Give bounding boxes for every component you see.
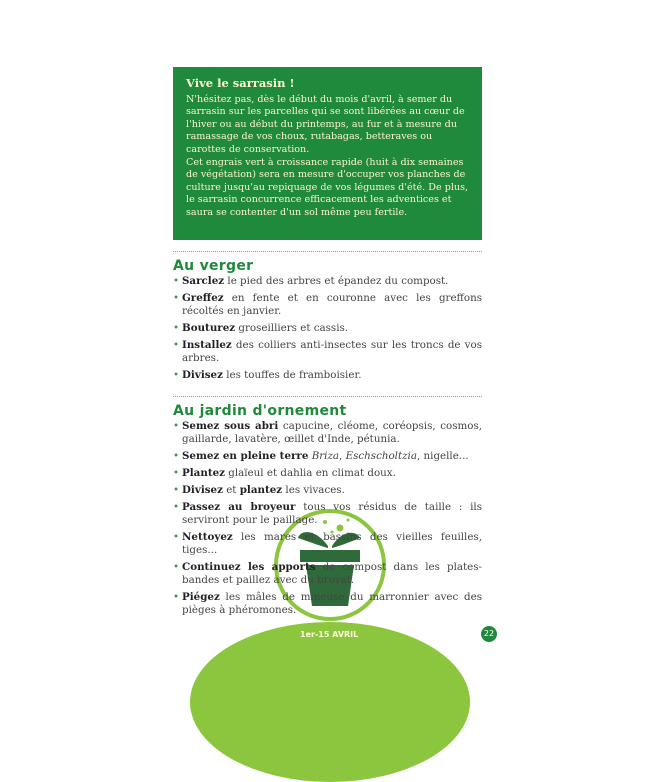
task-text: le pied des arbres et épandez du compost. xyxy=(224,275,449,287)
section-title: Au jardin d'ornement xyxy=(173,403,347,419)
task-verb: Passez au broyeur xyxy=(182,501,296,513)
task-list xyxy=(173,420,482,617)
task-text: tous vos résidus de taille : ils serviront pour le paillage. xyxy=(182,501,482,526)
task-verb: Divisez xyxy=(182,369,223,381)
task-list xyxy=(173,275,482,382)
task-text: groseilliers et cassis. xyxy=(235,322,349,334)
task-text: glaïeul et dahlia en climat doux. xyxy=(224,467,396,479)
task-text: Briza xyxy=(311,450,340,462)
task-text: les touffes de framboisier. xyxy=(222,369,362,381)
list-item xyxy=(173,339,482,365)
footer-dates: 1er-15 AVRIL xyxy=(300,630,359,639)
list-item xyxy=(173,484,482,497)
task-text: les mares et bassins des vieilles feuilles, tiges... xyxy=(182,531,482,556)
task-verb: Continuez les apports xyxy=(182,561,316,573)
task-verb: Semez en pleine terre xyxy=(182,450,309,462)
task-text: en fente et en couronne avec les greffons récoltés en janvier. xyxy=(182,292,482,317)
divider xyxy=(173,396,482,397)
task-text: les vivaces. xyxy=(282,484,345,496)
section-ornement xyxy=(173,396,482,621)
list-item xyxy=(173,531,482,557)
list-item xyxy=(173,561,482,587)
task-text: de compost dans les plates-bandes et paillez avec du broyat. xyxy=(182,561,482,586)
task-text: , nigelle... xyxy=(416,450,469,462)
task-verb: Semez sous abri xyxy=(182,420,279,432)
list-item xyxy=(173,275,482,288)
info-box-paragraph: Cet engrais vert à croissance rapide (huit à dix semaines de végétation) sera en mesure d'occuper vos planches de culture jusqu'au repiquage de vos légumes d'été. De plus, le sarrasin concurrence efficacement les adventices et saura se contenter d'un sol même peu fertile. xyxy=(186,156,469,218)
section-title: Au verger xyxy=(173,258,254,274)
footer-arc xyxy=(190,622,470,782)
section-verger xyxy=(173,251,482,386)
task-verb: Bouturez xyxy=(182,322,236,334)
list-item xyxy=(173,591,482,617)
list-item xyxy=(173,322,482,335)
task-verb: Piégez xyxy=(182,591,220,603)
task-verb: plantez xyxy=(239,484,283,496)
task-text: Eschscholtzia xyxy=(345,450,417,462)
task-text: , xyxy=(339,450,346,462)
task-text: capucine, cléome, coréopsis, cosmos, gaillarde, lavatère, œillet d'Inde, pétunia. xyxy=(182,420,482,445)
task-verb: Plantez xyxy=(182,467,225,479)
task-verb: Divisez xyxy=(182,484,223,496)
task-verb: Nettoyez xyxy=(182,531,233,543)
list-item xyxy=(173,501,482,527)
task-verb: Installez xyxy=(182,339,232,351)
info-box xyxy=(173,67,482,240)
list-item xyxy=(173,450,482,463)
info-box-title: Vive le sarrasin ! xyxy=(186,76,295,90)
list-item xyxy=(173,467,482,480)
list-item xyxy=(173,369,482,382)
divider xyxy=(173,251,482,252)
task-verb: Greffez xyxy=(182,292,224,304)
task-text: des colliers anti-insectes sur les troncs de vos arbres. xyxy=(182,339,482,364)
page-number: 22 xyxy=(481,626,497,642)
task-text: les mâles de mineuse du marronnier avec des pièges à phéromones. xyxy=(182,591,482,616)
task-text: et xyxy=(222,484,240,496)
list-item xyxy=(173,420,482,446)
list-item xyxy=(173,292,482,318)
info-box-paragraph: N'hésitez pas, dès le début du mois d'avril, à semer du sarrasin sur les parcelles qui se sont libérées au cœur de l'hiver ou au début du printemps, au fur et à mesure du ramassage de vos choux, rutabagas, betteraves ou carottes de conservation. xyxy=(186,93,465,155)
task-verb: Sarclez xyxy=(182,275,225,287)
